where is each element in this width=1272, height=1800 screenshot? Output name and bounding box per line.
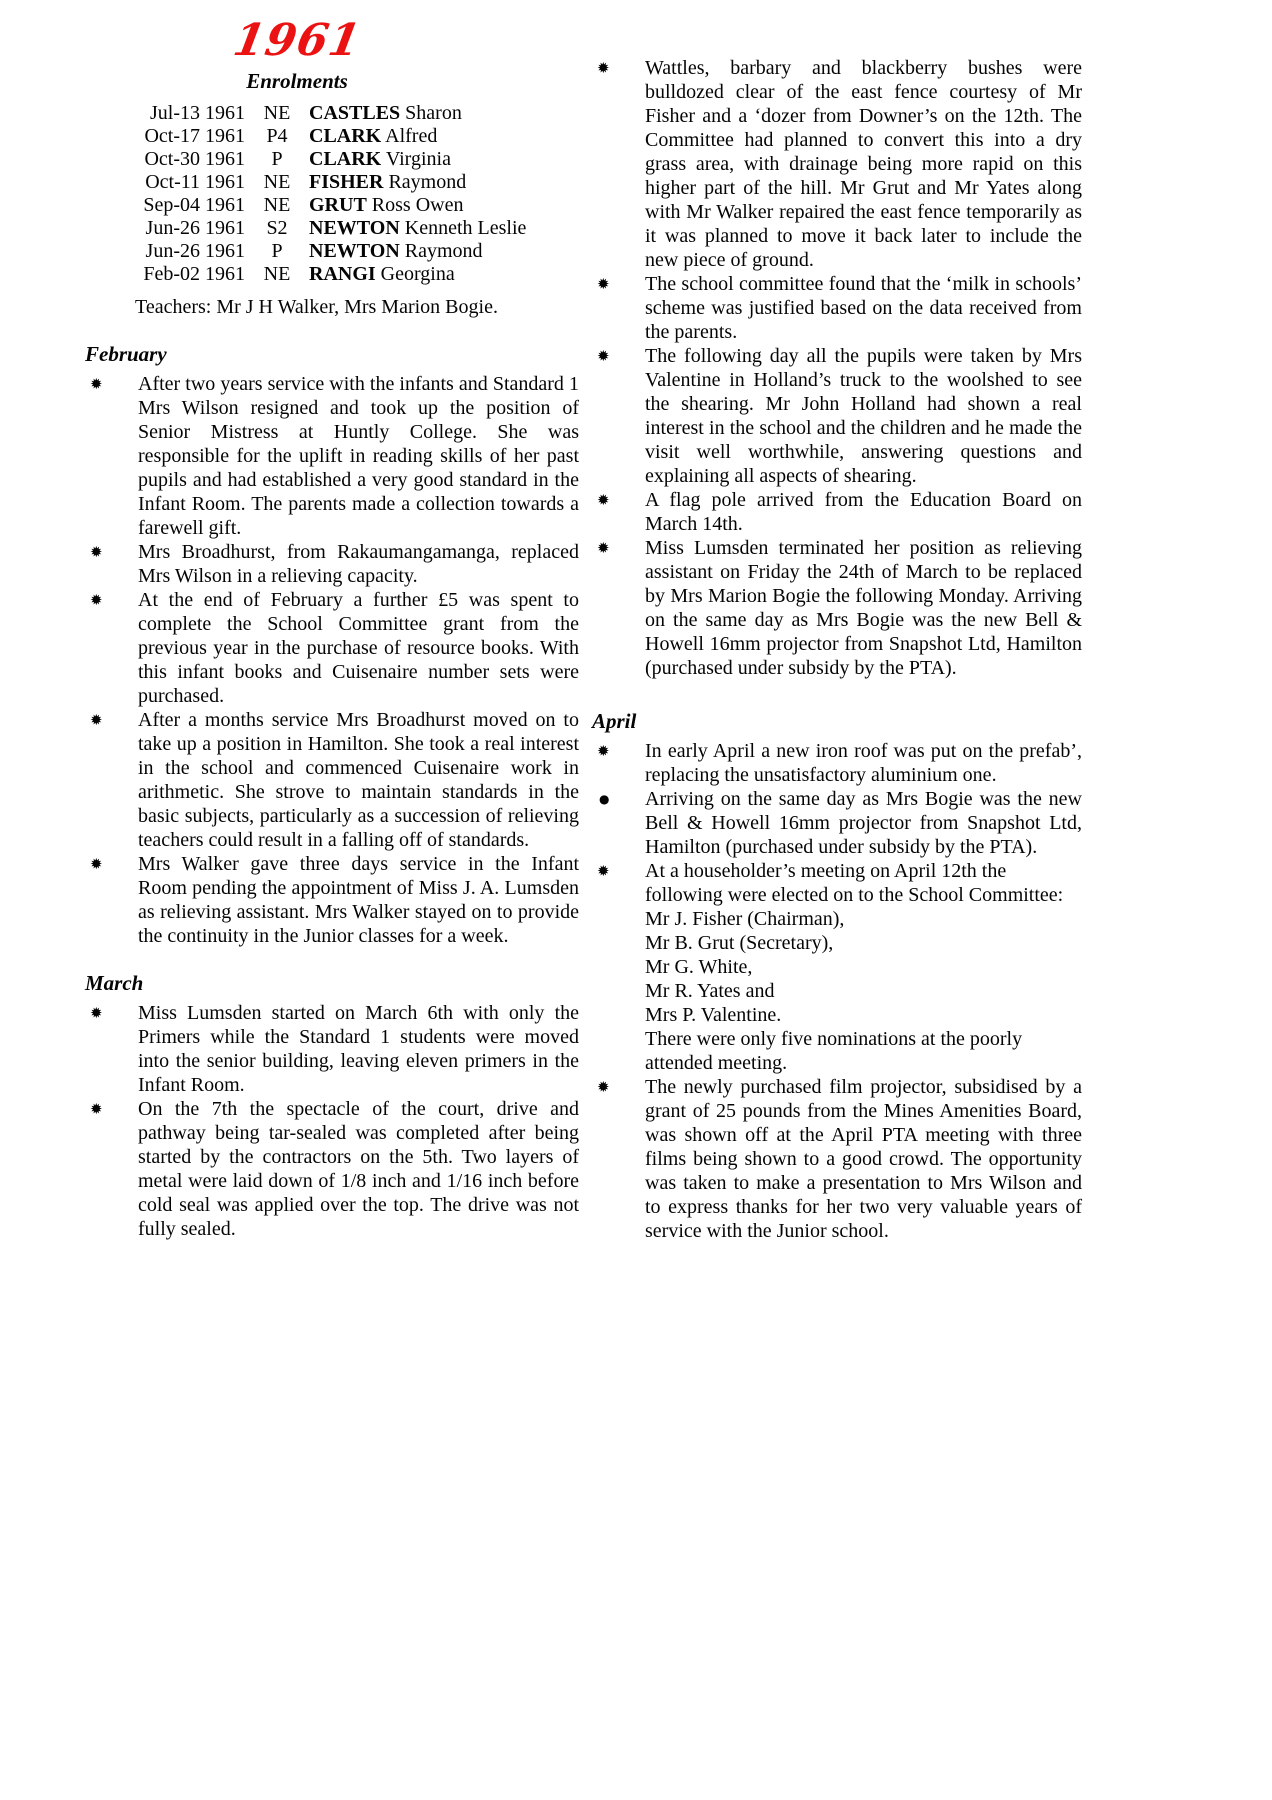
committee-member: Mr B. Grut (Secretary), bbox=[645, 932, 834, 954]
bullet-item bbox=[592, 1075, 1082, 1243]
bullet-item bbox=[592, 344, 1082, 488]
bullet-text: Mrs Walker gave three days service in the Infant Room pending the appointment of Miss J. A. Lumsden as relieving assistant. Mrs Walker stayed on to provide the continuity in the Junior classes for a week. bbox=[138, 853, 579, 947]
bullet-item bbox=[592, 56, 1082, 272]
enrolment-given-name: Raymond bbox=[404, 240, 483, 262]
bullet-text bbox=[645, 859, 1082, 1075]
enrolment-given-name: Alfred bbox=[385, 125, 438, 147]
star-bullet-icon: ✹ bbox=[597, 275, 610, 293]
star-bullet-icon: ✹ bbox=[597, 742, 610, 760]
enrolment-class-code: P bbox=[271, 148, 283, 170]
right-column bbox=[592, 56, 1082, 1243]
enrolments-header bbox=[85, 16, 509, 94]
star-bullet-icon: ✹ bbox=[597, 539, 610, 557]
bullet-text: A flag pole arrived from the Education Board on March 14th. bbox=[645, 489, 1082, 535]
star-bullet-icon: ✹ bbox=[90, 543, 103, 561]
enrolments-heading: Enrolments bbox=[246, 69, 348, 93]
star-bullet-icon: ✹ bbox=[597, 862, 610, 880]
enrolment-given-name: Ross Owen bbox=[371, 194, 464, 216]
enrolment-surname: CLARK bbox=[309, 148, 382, 170]
bullet-text: Wattles, barbary and blackberry bushes were bulldozed clear of the east fence courtesy of Mr Fisher and a ‘dozer from Downer’s on the 12th. The Committee had planned to convert this into a dry grass area, with drainage being more rapid on this higher part of the hill. Mr Grut and Mr Yates along with Mr Walker repaired the east fence temporarily as it was planned to move it back later to include the new piece of ground. bbox=[645, 57, 1082, 271]
enrolment-name bbox=[309, 125, 579, 148]
nominations-note: There were only five nominations at the poorly attended meeting. bbox=[645, 1028, 1023, 1074]
enrolment-class-code: S2 bbox=[266, 217, 288, 239]
teachers-note: Teachers: Mr J H Walker, Mrs Marion Bogie. bbox=[135, 296, 498, 318]
bullet-item bbox=[592, 787, 1082, 859]
enrolment-given-name: Virginia bbox=[385, 148, 451, 170]
star-bullet-icon: ✹ bbox=[90, 855, 103, 873]
enrolment-surname: CLARK bbox=[309, 125, 382, 147]
bullet-item bbox=[592, 536, 1082, 680]
bullet-text: Mrs Broadhurst, from Rakaumangamanga, replaced Mrs Wilson in a relieving capacity. bbox=[138, 541, 579, 587]
enrolment-given-name: Kenneth Leslie bbox=[404, 217, 527, 239]
enrolment-surname: RANGI bbox=[309, 263, 376, 285]
star-bullet-icon: ✹ bbox=[597, 1078, 610, 1096]
enrolment-given-name: Sharon bbox=[405, 102, 462, 124]
enrolment-surname: NEWTON bbox=[309, 217, 400, 239]
enrolment-date: Oct-30 1961 bbox=[144, 148, 245, 170]
enrolment-name bbox=[309, 240, 579, 263]
enrolments-table bbox=[127, 102, 579, 286]
enrolment-date: Jul-13 1961 bbox=[150, 102, 245, 124]
star-bullet-icon: ✹ bbox=[597, 347, 610, 365]
star-bullet-icon: ✹ bbox=[90, 711, 103, 729]
enrolment-class-code: NE bbox=[263, 102, 291, 124]
enrolment-surname: FISHER bbox=[309, 171, 384, 193]
section-heading-april: April bbox=[592, 709, 637, 733]
committee-member: Mrs P. Valentine. bbox=[645, 1004, 782, 1026]
bullet-text: On the 7th the spectacle of the court, drive and pathway being tar-sealed was completed after being started by the contractors on the 5th. Two layers of metal were laid down of 1/8 inch and 1/16 inch before cold seal was applied over the top. The drive was not fully sealed. bbox=[138, 1098, 579, 1240]
bullet-text: The school committee found that the ‘milk in schools’ scheme was justified based on the data received from the parents. bbox=[645, 273, 1082, 343]
bullet-item bbox=[85, 708, 579, 852]
enrolment-name bbox=[309, 148, 579, 171]
enrolment-class-code: NE bbox=[263, 263, 291, 285]
committee-intro: At a householder’s meeting on April 12th the following were elected on to the School Committee: bbox=[645, 860, 1064, 906]
committee-member: Mr G. White, bbox=[645, 956, 753, 978]
enrolment-surname: CASTLES bbox=[309, 102, 401, 124]
bullet-item bbox=[85, 372, 579, 540]
star-bullet-icon: ✹ bbox=[90, 1100, 103, 1118]
bullet-item bbox=[592, 739, 1082, 787]
bullet-text: Miss Lumsden terminated her position as relieving assistant on Friday the 24th of March to be replaced by Mrs Marion Bogie the following Monday. Arriving on the same day as Mrs Bogie was the new Bell & Howell 16mm projector from Snapshot Ltd, Hamilton (purchased under subsidy by the PTA). bbox=[645, 537, 1082, 679]
enrolment-name bbox=[309, 102, 579, 125]
star-bullet-icon: ✹ bbox=[597, 59, 610, 77]
bullet-item bbox=[85, 852, 579, 948]
star-bullet-icon: ✹ bbox=[597, 491, 610, 509]
enrolment-date: Oct-17 1961 bbox=[144, 125, 245, 147]
star-bullet-icon: ✹ bbox=[90, 1004, 103, 1022]
enrolment-date: Jun-26 1961 bbox=[145, 217, 245, 239]
committee-member: Mr R. Yates and bbox=[645, 980, 775, 1002]
enrolment-date: Jun-26 1961 bbox=[145, 240, 245, 262]
enrolment-date: Feb-02 1961 bbox=[143, 263, 245, 285]
dot-bullet-icon: ● bbox=[599, 792, 610, 806]
bullet-item bbox=[592, 488, 1082, 536]
enrolment-surname: GRUT bbox=[309, 194, 367, 216]
bullet-text: The newly purchased film projector, subsidised by a grant of 25 pounds from the Mines Amenities Board, was shown off at the April PTA meeting with three films being shown to a good crowd. The opportunity was taken to make a presentation to Mrs Wilson and to express thanks for her two very valuable years of service with the Junior school. bbox=[645, 1076, 1082, 1242]
enrolment-name bbox=[309, 217, 579, 240]
enrolment-class-code: NE bbox=[263, 171, 291, 193]
bullet-item bbox=[85, 540, 579, 588]
enrolment-class-code: NE bbox=[263, 194, 291, 216]
bullet-item bbox=[592, 272, 1082, 344]
bullet-text: After a months service Mrs Broadhurst moved on to take up a position in Hamilton. She took a real interest in the school and commenced Cuisenaire work in arithmetic. She strove to maintain standards in the basic subjects, particularly as a succession of relieving teachers could result in a falling off of standards. bbox=[138, 709, 579, 851]
bullet-text: In early April a new iron roof was put on the prefab’, replacing the unsatisfactory aluminium one. bbox=[645, 740, 1082, 786]
star-bullet-icon: ✹ bbox=[90, 375, 103, 393]
enrolment-name bbox=[309, 171, 579, 194]
bullet-text: Miss Lumsden started on March 6th with only the Primers while the Standard 1 students were moved into the senior building, leaving eleven primers in the Infant Room. bbox=[138, 1002, 579, 1096]
bullet-item bbox=[85, 588, 579, 708]
enrolment-given-name: Raymond bbox=[388, 171, 467, 193]
year-heading: 1961 bbox=[229, 15, 365, 66]
bullet-item bbox=[85, 1097, 579, 1241]
section-heading-february: February bbox=[85, 342, 167, 366]
enrolment-class-code: P4 bbox=[266, 125, 288, 147]
section-heading-march: March bbox=[85, 971, 144, 995]
bullet-item bbox=[85, 1001, 579, 1097]
enrolment-date: Sep-04 1961 bbox=[143, 194, 245, 216]
bullet-text: The following day all the pupils were taken by Mrs Valentine in Holland’s truck to the woolshed to see the shearing. Mr John Holland had shown a real interest in the school and the children and he made the visit well worthwhile, answering questions and explaining all aspects of shearing. bbox=[645, 345, 1082, 487]
enrolment-name bbox=[309, 263, 579, 286]
bullet-item bbox=[592, 859, 1082, 1075]
bullet-text: Arriving on the same day as Mrs Bogie was the new Bell & Howell 16mm projector from Snapshot Ltd, Hamilton (purchased under subsidy by the PTA). bbox=[645, 788, 1082, 858]
enrolment-class-code: P bbox=[271, 240, 283, 262]
enrolment-name bbox=[309, 194, 579, 217]
left-column bbox=[85, 16, 579, 1241]
committee-member: Mr J. Fisher (Chairman), bbox=[645, 908, 845, 930]
enrolment-given-name: Georgina bbox=[380, 263, 455, 285]
star-bullet-icon: ✹ bbox=[90, 591, 103, 609]
enrolment-surname: NEWTON bbox=[309, 240, 400, 262]
bullet-text: After two years service with the infants and Standard 1 Mrs Wilson resigned and took up the position of Senior Mistress at Huntly College. She was responsible for the uplift in reading skills of her past pupils and had established a very good standard in the Infant Room. The parents made a collection towards a farewell gift. bbox=[138, 373, 579, 539]
bullet-text: At the end of February a further £5 was spent to complete the School Committee grant from the previous year in the purchase of resource books. With this infant books and Cuisenaire number sets were purchased. bbox=[138, 589, 579, 707]
enrolment-date: Oct-11 1961 bbox=[145, 171, 245, 193]
